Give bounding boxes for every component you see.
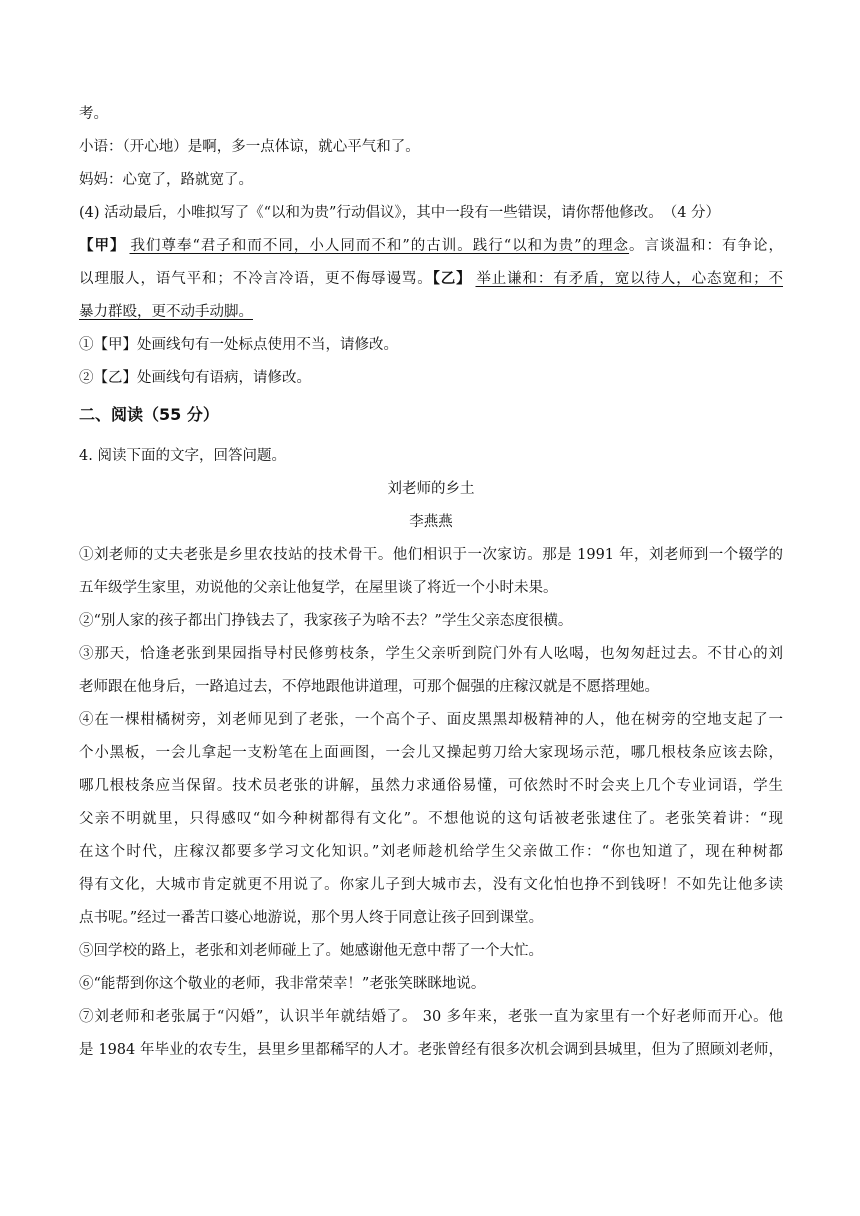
article-line: 得有文化，大城市肯定就更不用说了。你家儿子到大城市去，没有文化怕也挣不到钱呀！不如先让他多读 <box>79 877 783 893</box>
article-author: 李燕燕 <box>409 514 453 530</box>
article-line: ③那天，恰逢老张到果园指导村民修剪枝条，学生父亲听到院门外有人吆喝，也匆匆赶过去。不甘心的刘 <box>79 646 783 662</box>
article-line: 在这个时代，庄稼汉都要多学习文化知识。”刘老师趁机给学生父亲做工作：“你也知道了，现在种树都 <box>79 844 783 860</box>
yi-underlined-sentence: 举止谦和：有矛盾，宽以待人，心态宽和；不 <box>475 271 783 287</box>
article-line: ⑦刘老师和老张属于“闪婚”，认识半年就结婚了。 30 多年来，老张一直为家里有一个好老师而开心。他 <box>79 1009 783 1025</box>
section-heading: 二、阅读（55 分） <box>79 405 219 424</box>
article-line: ④在一棵柑橘树旁，刘老师见到了老张，一个高个子、面皮黑黑却极精神的人，他在树旁的空地支起了一 <box>79 712 783 728</box>
task-2: ②【乙】处画线句有语病，请修改。 <box>79 370 311 386</box>
article-line: 点书呢。”经过一番苦口婆心地游说，那个男人终于同意让孩子回到课堂。 <box>79 910 544 926</box>
article-line: ①刘老师的丈夫老张是乡里农技站的技术骨干。他们相识于一次家访。那是 1991 年，刘老师到一个辍学的 <box>79 547 783 563</box>
excerpt-text: 以理服人，语气平和；不冷言冷语，更不侮辱谩骂。 <box>79 271 433 287</box>
article-line: ⑥“能帮到你这个敬业的老师，我非常荣幸！”老张笑眯眯地说。 <box>79 976 486 992</box>
article-line: ⑤回学校的路上，老张和刘老师碰上了。她感谢他无意中帮了一个大忙。 <box>79 943 543 959</box>
excerpt-line-3 <box>79 302 783 322</box>
article-line: 个小黑板，一会儿拿起一支粉笔在上面画图，一会儿又操起剪刀给大家现场示范，哪几根枝条应该去除， <box>79 745 783 761</box>
article-line: 五年级学生家里，劝说他的父亲让他复学，在屋里谈了将近一个小时未果。 <box>79 580 558 596</box>
jia-marker: 【甲】 <box>79 238 126 254</box>
excerpt-line-2 <box>79 269 783 289</box>
dialogue-line: 小语：（开心地）是啊，多一点体谅，就心平气和了。 <box>79 139 420 155</box>
article-line: 哪几根枝条应当保留。技术员老张的讲解，虽然力求通俗易懂，可依然时不时会夹上几个专业词语，学生 <box>79 778 783 794</box>
task-1: ①【甲】处画线句有一处标点使用不当，请修改。 <box>79 337 398 353</box>
article-line: ②“别人家的孩子都出门挣钱去了，我家孩子为啥不去？”学生父亲态度很横。 <box>79 613 573 629</box>
article-line: 老师跟在他身后，一路追过去，不停地跟他讲道理，可那个倔强的庄稼汉就是不愿搭理她。 <box>79 679 659 695</box>
excerpt-line-1 <box>79 236 783 256</box>
question-item-4: (4) 活动最后，小唯拟写了《“以和为贵”行动倡议》，其中一段有一些错误，请你帮他修改。 （4 分） <box>79 205 721 221</box>
article-title: 刘老师的乡土 <box>387 481 475 497</box>
page-content <box>79 104 783 1073</box>
excerpt-text: 。言谈温和：有争论， <box>629 238 783 254</box>
question-4: 4. 阅读下面的文字，回答问题。 <box>79 448 286 464</box>
text-line: 考。 <box>79 106 108 122</box>
dialogue-line: 妈妈：心宽了，路就宽了。 <box>79 172 253 188</box>
yi-underlined-sentence-cont: 暴力群殴，更不动手动脚。 <box>79 304 253 320</box>
jia-underlined-sentence: 我们尊奉“君子和而不同，小人同而不和”的古训。践行“以和为贵”的理念 <box>129 238 630 254</box>
article-line: 是 1984 年毕业的农专生，县里乡里都稀罕的人才。老张曾经有很多次机会调到县城里，但为了照顾刘老师， <box>79 1042 783 1058</box>
article-body <box>79 545 783 1060</box>
article-line: 父亲不明就里，只得感叹“如今种树都得有文化”。不想他说的这句话被老张逮住了。老张笑着讲：“现 <box>79 811 783 827</box>
yi-marker: 【乙】 <box>432 271 472 287</box>
